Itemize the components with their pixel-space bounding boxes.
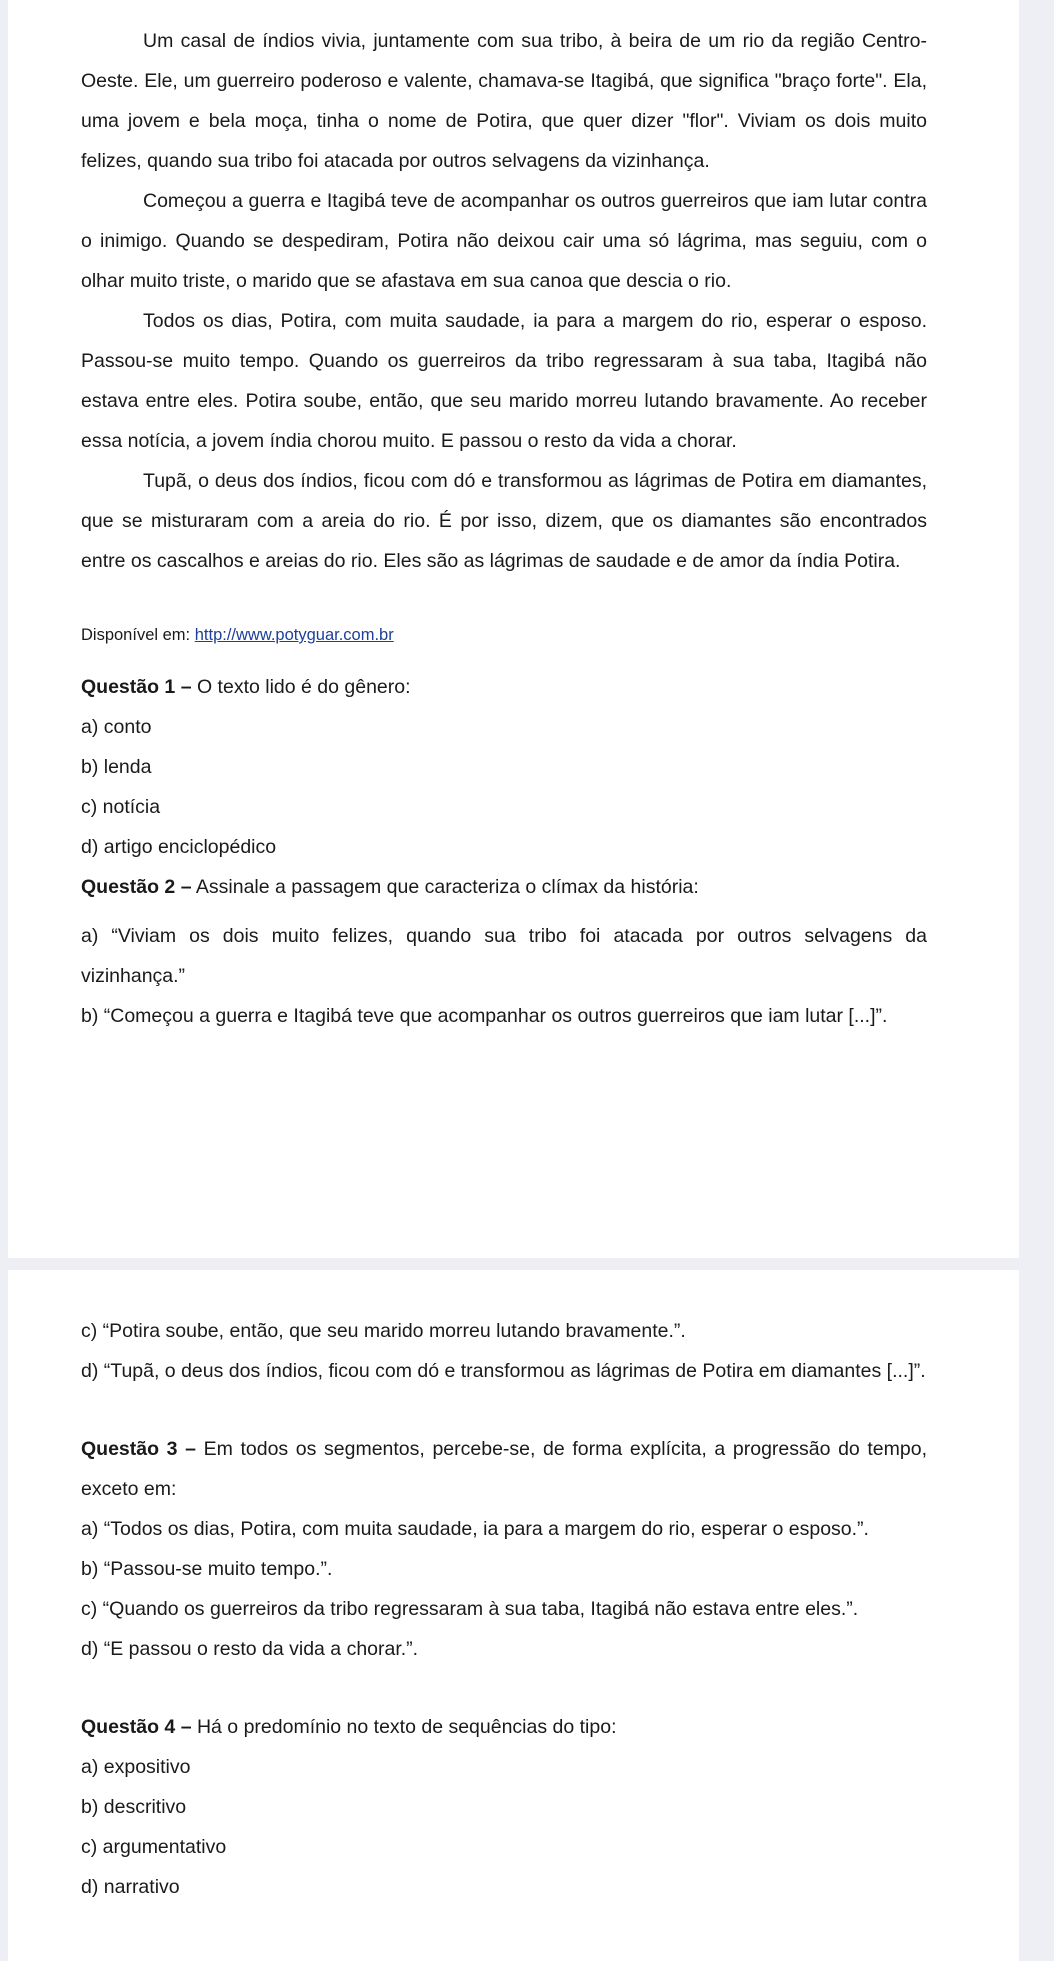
document-page-2: [8, 1270, 1019, 1961]
source-link[interactable]: http://www.potyguar.com.br: [194, 626, 394, 644]
question-2-option-c: c) “Potira soube, então, que seu marido morreu lutando bravamente.”.: [81, 1320, 686, 1342]
question-4-label: Questão 4 –: [81, 1716, 192, 1738]
question-2-text: Assinale a passagem que caracteriza o clímax da história:: [191, 876, 699, 898]
question-1-option-a: a) conto: [81, 716, 152, 738]
question-1-label: Questão 1 –: [81, 676, 192, 698]
question-2-label: Questão 2 –: [81, 876, 192, 898]
question-1-option-b: b) lenda: [81, 756, 152, 778]
page-1-content: [81, 21, 927, 1036]
question-3-option-b: b) “Passou-se muito tempo.”.: [81, 1558, 333, 1580]
source-label: Disponível em:: [81, 626, 195, 644]
question-1-option-d: d) artigo enciclopédico: [81, 836, 277, 858]
story-paragraph: Começou a guerra e Itagibá teve de acompanhar os outros guerreiros que iam lutar contra o inimigo. Quando se despediram, Potira não deixou cair uma só lágrima, mas seguiu, com o olhar muito triste, o marido que se afastava em sua canoa que descia o rio.: [81, 190, 927, 292]
story-paragraph: Um casal de índios vivia, juntamente com sua tribo, à beira de um rio da região Centro-Oeste. Ele, um guerreiro poderoso e valente, chamava-se Itagibá, que significa "braço forte". Ela, uma jovem e bela moça, tinha o nome de Potira, que quer dizer "flor". Viviam os dois muito felizes, quando sua tribo foi atacada por outros selvagens da vizinhança.: [81, 30, 927, 172]
question-3-option-a: a) “Todos os dias, Potira, com muita saudade, ia para a margem do rio, esperar o esposo.”.: [81, 1518, 869, 1540]
question-3-option-d: d) “E passou o resto da vida a chorar.”.: [81, 1638, 419, 1660]
question-3-heading: [81, 1429, 927, 1509]
question-4-text: Há o predomínio no texto de sequências do tipo:: [191, 1716, 617, 1738]
question-1-text: O texto lido é do gênero:: [191, 676, 411, 698]
source-line: [81, 615, 927, 655]
document-page-1: [8, 0, 1019, 1258]
question-2-heading: [81, 867, 927, 907]
question-2-option-a: a) “Viviam os dois muito felizes, quando sua tribo foi atacada por outros selvagens da vizinhança.”: [81, 925, 927, 987]
page-2-content: [81, 1311, 927, 1907]
question-4-option-d: d) narrativo: [81, 1876, 180, 1898]
story-paragraph: Tupã, o deus dos índios, ficou com dó e transformou as lágrimas de Potira em diamantes, que se misturaram com a areia do rio. É por isso, dizem, que os diamantes são encontrados entre os cascalhos e areias do rio. Eles são as lágrimas de saudade e de amor da índia Potira.: [81, 470, 927, 572]
question-2-option-d: d) “Tupã, o deus dos índios, ficou com dó e transformou as lágrimas de Potira em diamantes [...]”.: [81, 1360, 926, 1382]
question-4-option-b: b) descritivo: [81, 1796, 187, 1818]
question-3-option-c: c) “Quando os guerreiros da tribo regressaram à sua taba, Itagibá não estava entre eles.”.: [81, 1598, 859, 1620]
question-1-heading: [81, 667, 927, 707]
question-2-option-b: b) “Começou a guerra e Itagibá teve que acompanhar os outros guerreiros que iam lutar [...]”.: [81, 1005, 888, 1027]
question-4-heading: [81, 1707, 927, 1747]
question-4-option-c: c) argumentativo: [81, 1836, 227, 1858]
question-4-option-a: a) expositivo: [81, 1756, 191, 1778]
question-3-text: Em todos os segmentos, percebe-se, de forma explícita, a progressão do tempo, exceto em:: [81, 1438, 927, 1500]
question-1-option-c: c) notícia: [81, 796, 161, 818]
story-paragraph: Todos os dias, Potira, com muita saudade, ia para a margem do rio, esperar o esposo. Passou-se muito tempo. Quando os guerreiros da tribo regressaram à sua taba, Itagibá não estava entre eles. Potira soube, então, que seu marido morreu lutando bravamente. Ao receber essa notícia, a jovem índia chorou muito. E passou o resto da vida a chorar.: [81, 310, 927, 452]
question-3-label: Questão 3 –: [81, 1438, 196, 1460]
